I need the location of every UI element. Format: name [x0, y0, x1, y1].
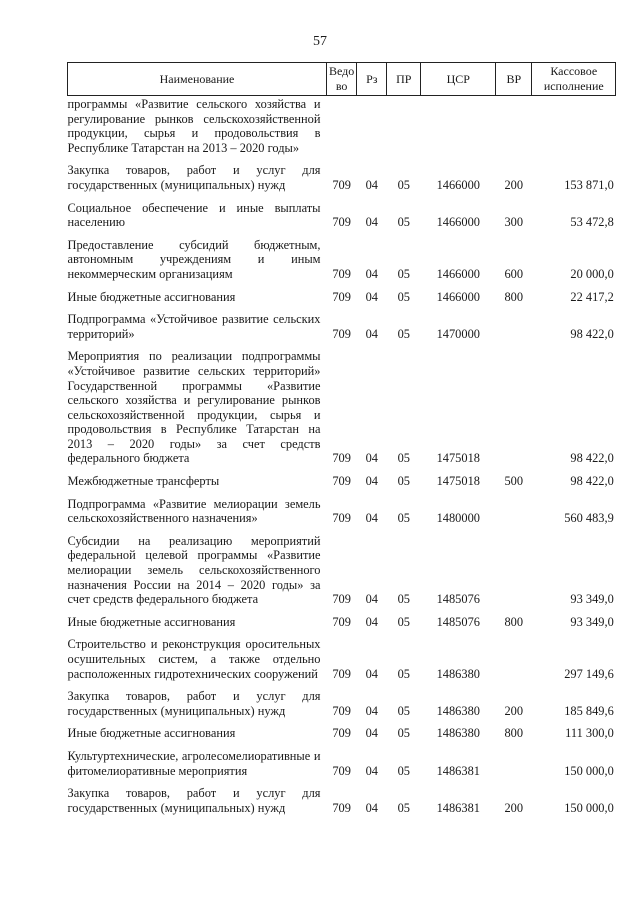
header-vr: ВР — [496, 63, 532, 96]
cell-name: Закупка товаров, работ и услуг для государственных (муниципальных) нужд — [67, 689, 321, 718]
cell-sum: 150 000,0 — [564, 763, 614, 778]
cell-csr: 1466000 — [436, 177, 480, 192]
cell-rz: 04 — [365, 266, 378, 281]
cell-rz: 04 — [365, 763, 378, 778]
cell-csr: 1485076 — [436, 614, 480, 629]
cell-name: Межбюджетные трансферты — [67, 474, 220, 489]
cell-pr: 05 — [397, 703, 410, 718]
cell-ved: 709 — [332, 703, 351, 718]
cell-sum: 297 149,6 — [564, 666, 614, 681]
cell-ved: 709 — [332, 266, 351, 281]
table-header-row — [68, 63, 616, 96]
cell-rz: 04 — [365, 703, 378, 718]
cell-sum: 111 300,0 — [565, 726, 614, 741]
cell-name: Иные бюджетные ассигнования — [67, 614, 236, 629]
cell-pr: 05 — [397, 614, 410, 629]
cell-csr — [421, 96, 496, 156]
cell-ved: 709 — [332, 726, 351, 741]
header-pr: ПР — [387, 63, 421, 96]
table-row — [68, 718, 616, 741]
cell-vr: 800 — [504, 614, 524, 629]
cell-pr: 05 — [397, 511, 410, 526]
cell-name: Подпрограмма «Развитие мелиорации земель сельскохозяйственного назначения» — [67, 496, 321, 526]
table-row — [68, 489, 616, 526]
table-row — [68, 96, 616, 156]
cell-sum: 560 483,9 — [564, 511, 614, 526]
budget-table — [67, 62, 616, 815]
cell-name: Закупка товаров, работ и услуг для государственных (муниципальных) нужд — [67, 163, 321, 192]
cell-csr: 1486380 — [436, 726, 480, 741]
cell-vr — [496, 96, 532, 156]
table-row — [68, 341, 616, 466]
cell-ved: 709 — [332, 800, 351, 815]
cell-pr: 05 — [397, 800, 410, 815]
cell-sum: 98 422,0 — [570, 451, 614, 466]
cell-vr — [496, 304, 532, 341]
cell-rz: 04 — [365, 289, 378, 304]
cell-ved: 709 — [332, 215, 351, 230]
cell-ved: 709 — [332, 614, 351, 629]
cell-name: Строительство и реконструкция оросительных осушительных систем, а также отдельно расположенных гидротехнических сооружений — [67, 637, 321, 681]
cell-vr — [496, 341, 532, 466]
header-sum-line2: исполнение — [543, 79, 604, 93]
cell-pr: 05 — [397, 592, 410, 607]
table-row — [68, 607, 616, 630]
cell-pr — [387, 96, 421, 156]
cell-vr — [496, 629, 532, 681]
cell-sum: 93 349,0 — [570, 614, 614, 629]
cell-pr: 05 — [397, 763, 410, 778]
table-row — [68, 526, 616, 607]
header-ved-line1: Ведо — [329, 64, 355, 78]
cell-sum: 53 472,8 — [570, 215, 614, 230]
cell-csr: 1480000 — [436, 511, 480, 526]
cell-name: программы «Развитие сельского хозяйства и регулирование рынков сельскохозяйственной продукции, сырья и продовольствия в Республике Татарстан на 2013 – 2020 годы» — [67, 97, 321, 155]
cell-vr: 600 — [504, 266, 524, 281]
cell-pr: 05 — [397, 215, 410, 230]
cell-name: Субсидии на реализацию мероприятий федеральной целевой программы «Развитие мелиорации земель сельскохозяйственного назначения России на 2014 – 2020 годы» за счет средств федерального бюджета — [67, 533, 321, 607]
table-row — [68, 230, 616, 282]
cell-csr: 1475018 — [436, 451, 480, 466]
cell-rz: 04 — [365, 511, 378, 526]
header-csr: ЦСР — [421, 63, 496, 96]
cell-ved: 709 — [332, 474, 351, 489]
table-row — [68, 466, 616, 489]
cell-rz: 04 — [365, 592, 378, 607]
cell-csr: 1485076 — [436, 592, 480, 607]
cell-ved: 709 — [332, 177, 351, 192]
cell-csr: 1466000 — [436, 289, 480, 304]
cell-csr: 1486380 — [436, 666, 480, 681]
cell-ved: 709 — [332, 289, 351, 304]
cell-name: Иные бюджетные ассигнования — [67, 726, 236, 741]
cell-sum: 98 422,0 — [570, 326, 614, 341]
cell-ved: 709 — [332, 666, 351, 681]
cell-ved: 709 — [332, 511, 351, 526]
header-rz: Рз — [357, 63, 387, 96]
cell-name: Социальное обеспечение и иные выплаты населению — [67, 200, 321, 230]
cell-vr: 800 — [504, 726, 524, 741]
cell-pr: 05 — [397, 474, 410, 489]
cell-vr — [496, 741, 532, 778]
cell-rz: 04 — [365, 451, 378, 466]
cell-ved: 709 — [332, 763, 351, 778]
cell-pr: 05 — [397, 451, 410, 466]
cell-csr: 1486381 — [436, 763, 480, 778]
cell-name: Закупка товаров, работ и услуг для государственных (муниципальных) нужд — [67, 786, 321, 815]
cell-name: Предоставление субсидий бюджетным, автономным учреждениям и иным некоммерческим организациям — [67, 237, 321, 281]
header-sum — [532, 63, 616, 96]
cell-sum: 185 849,6 — [564, 703, 614, 718]
cell-name: Иные бюджетные ассигнования — [67, 289, 236, 304]
cell-rz: 04 — [365, 666, 378, 681]
page-number: 57 — [313, 34, 327, 49]
cell-ved: 709 — [332, 592, 351, 607]
cell-sum: 153 871,0 — [564, 177, 614, 192]
cell-vr: 300 — [504, 215, 524, 230]
cell-pr: 05 — [397, 326, 410, 341]
cell-rz: 04 — [365, 800, 378, 815]
cell-vr — [496, 526, 532, 607]
header-sum-line1: Кассовое — [550, 64, 598, 78]
cell-csr: 1486381 — [436, 800, 480, 815]
cell-name: Культуртехнические, агролесомелиоративные и фитомелиоративные мероприятия — [67, 748, 321, 778]
cell-rz: 04 — [365, 726, 378, 741]
cell-csr: 1470000 — [436, 326, 480, 341]
cell-ved: 709 — [332, 326, 351, 341]
cell-rz — [357, 96, 387, 156]
cell-pr: 05 — [397, 289, 410, 304]
cell-csr: 1466000 — [436, 215, 480, 230]
cell-csr: 1475018 — [436, 474, 480, 489]
cell-vr: 200 — [504, 800, 524, 815]
cell-vr — [496, 489, 532, 526]
cell-pr: 05 — [397, 266, 410, 281]
table-row — [68, 282, 616, 305]
cell-rz: 04 — [365, 474, 378, 489]
table-row — [68, 193, 616, 230]
table-row — [68, 155, 616, 192]
cell-sum: 22 417,2 — [570, 289, 614, 304]
cell-sum — [532, 96, 616, 156]
cell-rz: 04 — [365, 614, 378, 629]
cell-csr: 1466000 — [436, 266, 480, 281]
cell-sum: 20 000,0 — [570, 266, 614, 281]
cell-ved — [327, 96, 357, 156]
cell-vr: 500 — [504, 474, 524, 489]
cell-ved: 709 — [332, 451, 351, 466]
cell-vr: 800 — [504, 289, 524, 304]
table-row — [68, 741, 616, 778]
cell-vr: 200 — [504, 177, 524, 192]
table-row — [68, 778, 616, 815]
table-row — [68, 629, 616, 681]
cell-vr: 200 — [504, 703, 524, 718]
cell-sum: 98 422,0 — [570, 474, 614, 489]
cell-csr: 1486380 — [436, 703, 480, 718]
cell-pr: 05 — [397, 666, 410, 681]
table-row — [68, 681, 616, 718]
cell-pr: 05 — [397, 177, 410, 192]
table-row — [68, 304, 616, 341]
cell-pr: 05 — [397, 726, 410, 741]
cell-name: Подпрограмма «Устойчивое развитие сельских территорий» — [67, 312, 321, 341]
cell-sum: 93 349,0 — [570, 592, 614, 607]
header-name: Наименование — [68, 63, 327, 96]
header-ved — [327, 63, 357, 96]
cell-sum: 150 000,0 — [564, 800, 614, 815]
cell-rz: 04 — [365, 326, 378, 341]
cell-rz: 04 — [365, 177, 378, 192]
cell-rz: 04 — [365, 215, 378, 230]
header-ved-line2: во — [335, 79, 348, 93]
cell-name: Мероприятия по реализации подпрограммы «Устойчивое развитие сельских территорий» Государственной программы «Развитие сельского хозяйства и регулирование рынков сельскохозяйственной продукции, сырья и продовольствия в Республике Татарстан на 2013 – 2020 годы» за счет средств федерального бюджета — [67, 349, 321, 466]
